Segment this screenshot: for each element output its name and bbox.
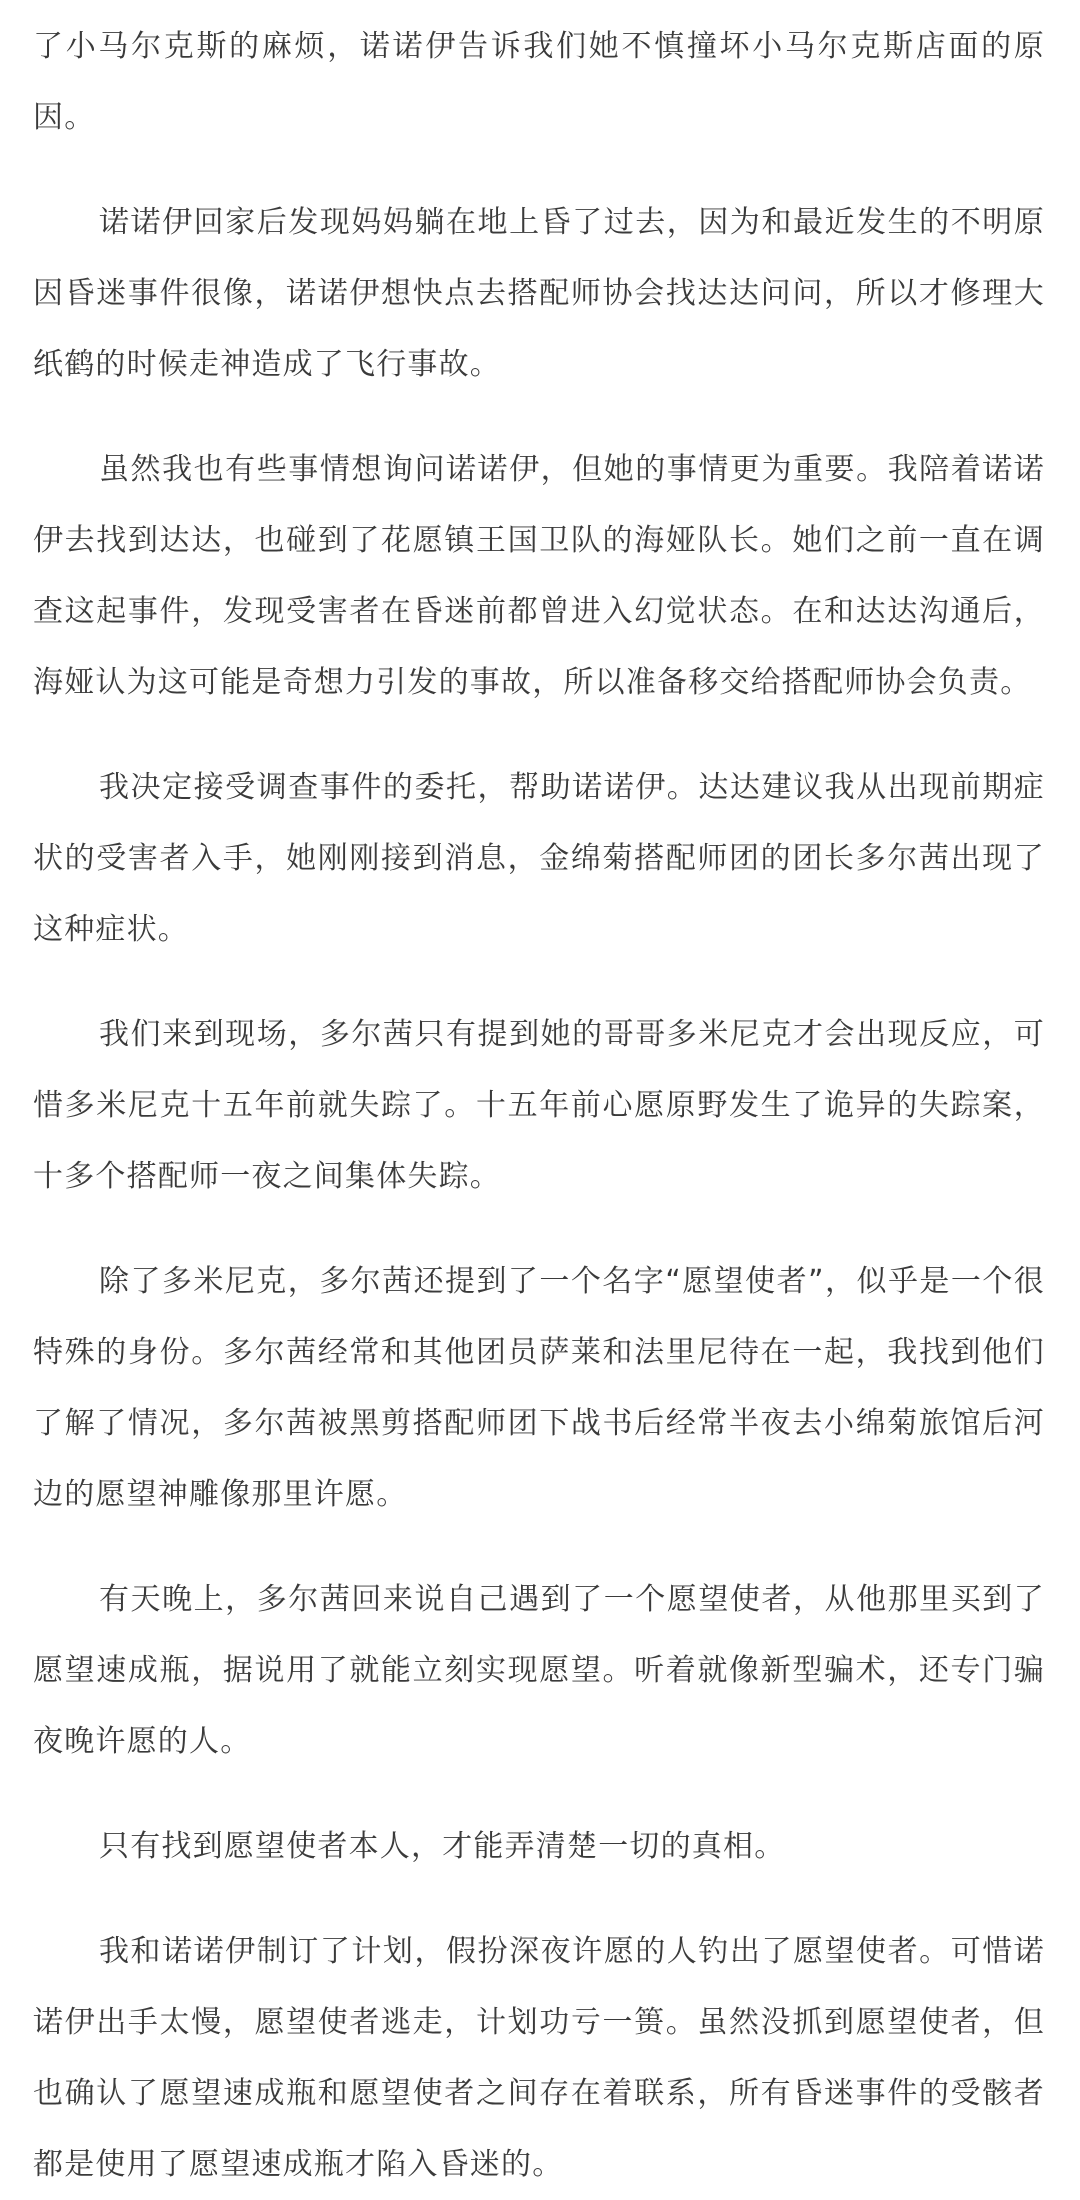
paragraph-3: 虽然我也有些事情想询问诺诺伊，但她的事情更为重要。我陪着诺诺伊去找到达达，也碰到了花愿镇王国卫队的海娅队长。她们之前一直在调查这起事件，发现受害者在昏迷前都曾进入幻觉状态。在和达达沟通后，海娅认为这可能是奇想力引发的事故，所以准备移交给搭配师协会负责。 [33,452,1045,700]
article-body [33,0,1045,2200]
paragraph-7: 有天晚上，多尔茜回来说自己遇到了一个愿望使者，从他那里买到了愿望速成瓶，据说用了就能立刻实现愿望。听着就像新型骗术，还专门骗夜晚许愿的人。 [33,1582,1045,1759]
paragraph-9: 我和诺诺伊制订了计划，假扮深夜许愿的人钓出了愿望使者。可惜诺诺伊出手太慢，愿望使者逃走，计划功亏一篑。虽然没抓到愿望使者，但也确认了愿望速成瓶和愿望使者之间存在着联系，所有昏迷事件的受骸者都是使用了愿望速成瓶才陷入昏迷的。 [33,1934,1045,2182]
paragraph-5: 我们来到现场，多尔茜只有提到她的哥哥多米尼克才会出现反应，可惜多米尼克十五年前就失踪了。十五年前心愿原野发生了诡异的失踪案，十多个搭配师一夜之间集体失踪。 [33,1017,1045,1194]
paragraph-6: 除了多米尼克，多尔茜还提到了一个名字“愿望使者”，似乎是一个很特殊的身份。多尔茜经常和其他团员萨莱和法里尼待在一起，我找到他们了解了情况，多尔茜被黑剪搭配师团下战书后经常半夜去小绵菊旅馆后河边的愿望神雕像那里许愿。 [33,1264,1045,1512]
paragraph-4: 我决定接受调查事件的委托，帮助诺诺伊。达达建议我从出现前期症状的受害者入手，她刚刚接到消息，金绵菊搭配师团的团长多尔茜出现了这种症状。 [33,770,1045,947]
paragraph-8: 只有找到愿望使者本人，才能弄清楚一切的真相。 [99,1829,786,1864]
paragraph-1: 了小马尔克斯的麻烦，诺诺伊告诉我们她不慎撞坏小马尔克斯店面的原因。 [33,29,1045,135]
paragraph-2: 诺诺伊回家后发现妈妈躺在地上昏了过去，因为和最近发生的不明原因昏迷事件很像，诺诺伊想快点去搭配师协会找达达问问，所以才修理大纸鹤的时候走神造成了飞行事故。 [33,205,1045,382]
